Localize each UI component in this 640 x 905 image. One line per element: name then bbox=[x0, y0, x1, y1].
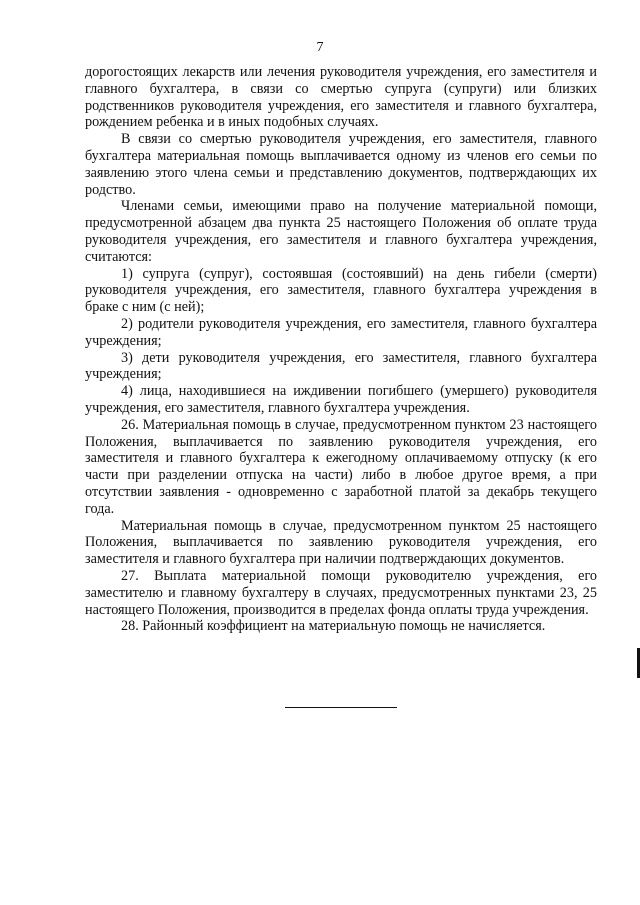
paragraph: Членами семьи, имеющими право на получение материальной помощи, предусмотренной абзацем два пункта 25 настоящего Положения об оплате труда руководителя учреждения, его заместителя и главного бухгалтера учреждения, считаются: bbox=[85, 198, 597, 265]
paragraph-continuation: дорогостоящих лекарств или лечения руководителя учреждения, его заместителя и главного бухгалтера, в связи со смертью супруга (супруги) или близких родственников руководителя учреждения, его заместителя и главного бухгалтера, рождением ребенка и в иных подобных случаях. bbox=[85, 64, 597, 131]
clause-26: 26. Материальная помощь в случае, предусмотренном пунктом 23 настоящего Положения, выплачивается по заявлению руководителя учреждения, его заместителя и главного бухгалтера к ежегодному оплачиваемому отпуску (к его части при разделении отпуска на части) либо в любое другое время, а при отсутствии заявления - одновременно с заработной платой за декабрь текущего года. bbox=[85, 416, 597, 517]
end-rule bbox=[285, 707, 397, 708]
paragraph: В связи со смертью руководителя учреждения, его заместителя, главного бухгалтера материальная помощь выплачивается одному из членов его семьи по заявлению этого члена семьи и представлению документов, подтверждающих их родство. bbox=[85, 131, 597, 198]
list-item: 3) дети руководителя учреждения, его заместителя, главного бухгалтера учреждения; bbox=[85, 349, 597, 383]
clause-28: 28. Районный коэффициент на материальную помощь не начисляется. bbox=[121, 618, 546, 635]
clause-27: 27. Выплата материальной помощи руководителю учреждения, его заместителю и главному бухгалтеру в случаях, предусмотренных пунктами 23, 25 настоящего Положения, производится в пределах фонда оплаты труда учреждения. bbox=[85, 567, 597, 618]
paragraph: Материальная помощь в случае, предусмотренном пунктом 25 настоящего Положения, выплачивается по заявлению руководителя учреждения, его заместителя и главного бухгалтера при наличии подтверждающих документов. bbox=[85, 517, 597, 568]
document-body bbox=[85, 64, 597, 635]
page-number: 7 bbox=[316, 40, 324, 55]
list-item: 2) родители руководителя учреждения, его заместителя, главного бухгалтера учреждения; bbox=[85, 315, 597, 349]
list-item: 1) супруга (супруг), состоявшая (состоявший) на день гибели (смерти) руководителя учреждения, его заместителя, главного бухгалтера учреждения в браке с ним (с ней); bbox=[85, 265, 597, 316]
list-item: 4) лица, находившиеся на иждивении погибшего (умершего) руководителя учреждения, его заместителя, главного бухгалтера учреждения. bbox=[85, 383, 597, 416]
